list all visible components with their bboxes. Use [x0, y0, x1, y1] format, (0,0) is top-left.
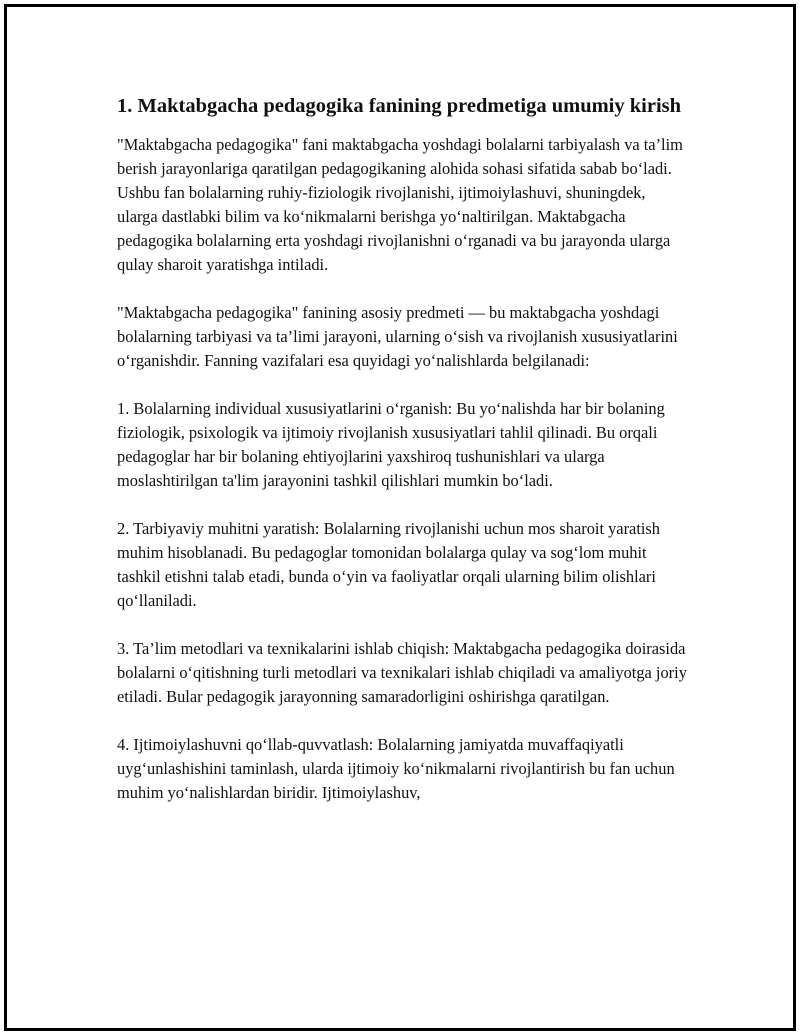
paragraph-task-2: 2. Tarbiyaviy muhitni yaratish: Bolalarning rivojlanishi uchun mos sharoit yaratish muhim hisoblanadi. Bu pedagoglar tomonidan bolalarga qulay va sog‘lom muhit tashkil etishni talab etadi, bunda o‘yin va faoliyatlar orqali ularning bilim olishlari qo‘llaniladi.	[117, 519, 660, 610]
paragraph-task-4: 4. Ijtimoiylashuvni qo‘llab-quvvatlash: Bolalarning jamiyatda muvaffaqiyatli uyg‘unlashishini taminlash, ularda ijtimoiy ko‘nikmalarni rivojlantirish bu fan uchun muhim yo‘nalishlardan biridir. Ijtimoiylashuv,	[117, 735, 675, 802]
paragraph-subject: "Maktabgacha pedagogika" fanining asosiy predmeti — bu maktabgacha yoshdagi bolalarning tarbiyasi va ta’limi jarayoni, ularning o‘sish va rivojlanish xususiyatlarini o‘rganishdir. Fanning vazifalari esa quyidagi yo‘nalishlarda belgilanadi:	[117, 303, 678, 370]
paragraph-task-3: 3. Ta’lim metodlari va texnikalarini ishlab chiqish: Maktabgacha pedagogika doirasida bolalarni o‘qitishning turli metodlari va texnikalari ishlab chiqiladi va amaliyotga joriy etiladi. Bular pedagogik jarayonning samaradorligini oshirishga qaratilgan.	[117, 639, 687, 706]
document-title: 1. Maktabgacha pedagogika fanining predmetiga umumiy kirish	[117, 95, 682, 117]
paragraph-intro: "Maktabgacha pedagogika" fani maktabgacha yoshdagi bolalarni tarbiyalash va ta’lim berish jarayonlariga qaratilgan pedagogikaning alohida sohasi sifatida sabab bo‘ladi. Ushbu fan bolalarning ruhiy-fiziologik rivojlanishi, ijtimoiylashuvi, shuningdek, ularga dastlabki bilim va ko‘nikmalarni berishga yo‘naltirilgan. Maktabgacha pedagogika bolalarning erta yoshdagi rivojlanishni o‘rganadi va bu jarayonda ularga qulay sharoit yaratishga intiladi.	[117, 135, 683, 274]
paragraph-task-1: 1. Bolalarning individual xususiyatlarini o‘rganish: Bu yo‘nalishda har bir bolaning fiziologik, psixologik va ijtimoiy rivojlanish xususiyatlari tahlil qilinadi. Bu orqali pedagoglar har bir bolaning ehtiyojlarini yaxshiroq tushunishlari va ularga moslashtirilgan ta'lim jarayonini tashkil qilishlari mumkin bo‘ladi.	[117, 399, 665, 490]
document-body	[117, 93, 689, 829]
